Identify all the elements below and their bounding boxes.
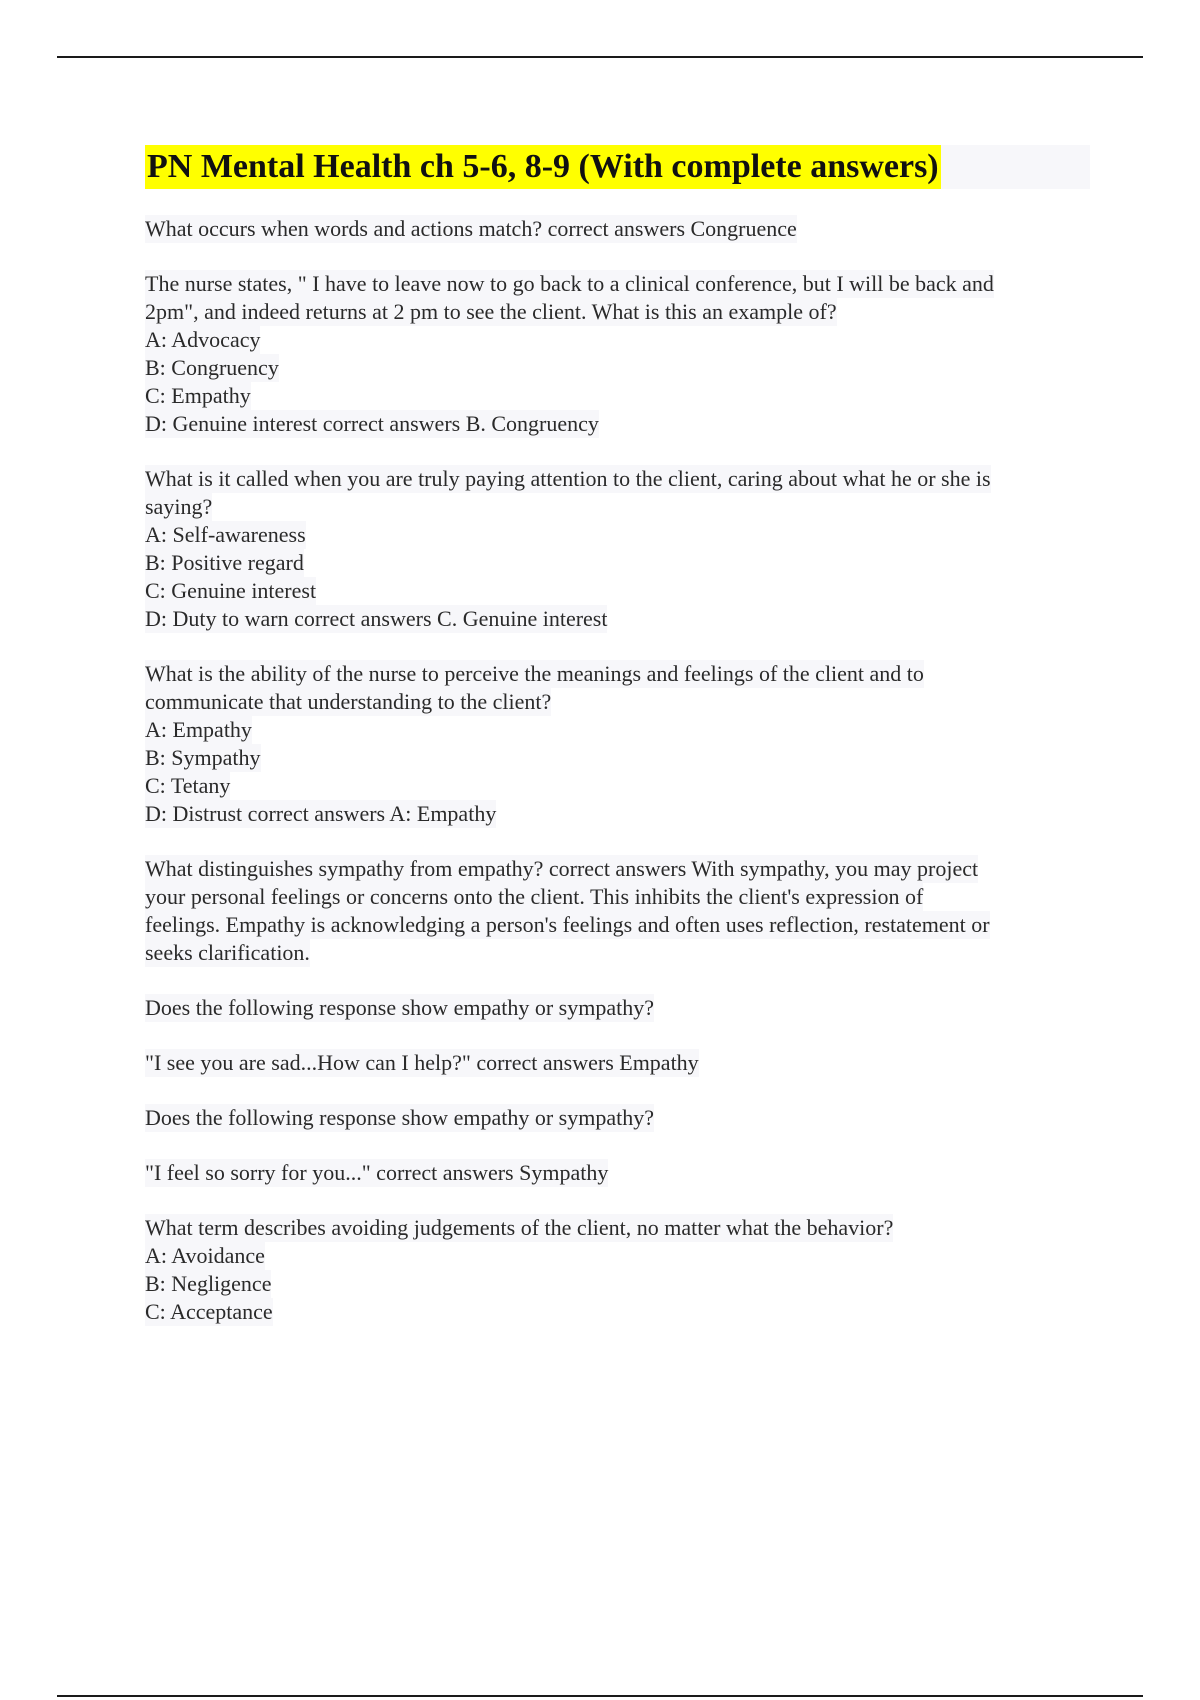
option-item: B: Positive regard — [145, 550, 304, 575]
question-8-options — [145, 1242, 1090, 1326]
top-rule — [57, 56, 1143, 58]
question-4: What is the ability of the nurse to perceive the meanings and feelings of the client and to communicate that understanding to the client? — [145, 661, 924, 714]
option-item: A: Empathy — [145, 717, 252, 742]
option-item: D: Distrust correct answers A: Empathy — [145, 801, 497, 826]
question-2: The nurse states, " I have to leave now to go back to a clinical conference, but I will be back and 2pm", and indeed returns at 2 pm to see the client. What is this an example of? — [145, 271, 994, 324]
question-7: Does the following response show empathy or sympathy? — [145, 1105, 654, 1130]
option-item: C: Empathy — [145, 383, 251, 408]
question-4-options — [145, 716, 1090, 828]
option-item: A: Advocacy — [145, 327, 261, 352]
question-5: What distinguishes sympathy from empathy? correct answers With sympathy, you may project your personal feelings or concerns onto the client. This inhibits the client's expression of feelings. Empathy is acknowledging a person's feelings and often uses reflection, restatement or seeks clarification. — [145, 856, 990, 965]
option-item: C: Acceptance — [145, 1299, 273, 1324]
document-body — [145, 145, 1090, 1326]
option-item: A: Self-awareness — [145, 522, 306, 547]
bottom-rule — [57, 1695, 1143, 1697]
question-3-options — [145, 521, 1090, 633]
question-8: What term describes avoiding judgements of the client, no matter what the behavior? — [145, 1215, 894, 1240]
option-item: B: Sympathy — [145, 745, 261, 770]
question-7-answer: "I feel so sorry for you..." correct answers Sympathy — [145, 1160, 609, 1185]
question-1: What occurs when words and actions match? correct answers Congruence — [145, 216, 797, 241]
question-6: Does the following response show empathy or sympathy? — [145, 995, 654, 1020]
option-item: C: Tetany — [145, 773, 231, 798]
option-item: D: Genuine interest correct answers B. Congruency — [145, 411, 599, 436]
page-title: PN Mental Health ch 5-6, 8-9 (With complete answers) — [145, 145, 941, 189]
option-item: B: Congruency — [145, 355, 279, 380]
option-item: C: Genuine interest — [145, 578, 317, 603]
option-item: B: Negligence — [145, 1271, 272, 1296]
question-3: What is it called when you are truly paying attention to the client, caring about what he or she is saying? — [145, 466, 991, 519]
option-item: D: Duty to warn correct answers C. Genuine interest — [145, 606, 608, 631]
question-6-answer: "I see you are sad...How can I help?" correct answers Empathy — [145, 1050, 699, 1075]
question-2-options — [145, 326, 1090, 438]
title-band — [145, 145, 1090, 189]
option-item: A: Avoidance — [145, 1243, 265, 1268]
